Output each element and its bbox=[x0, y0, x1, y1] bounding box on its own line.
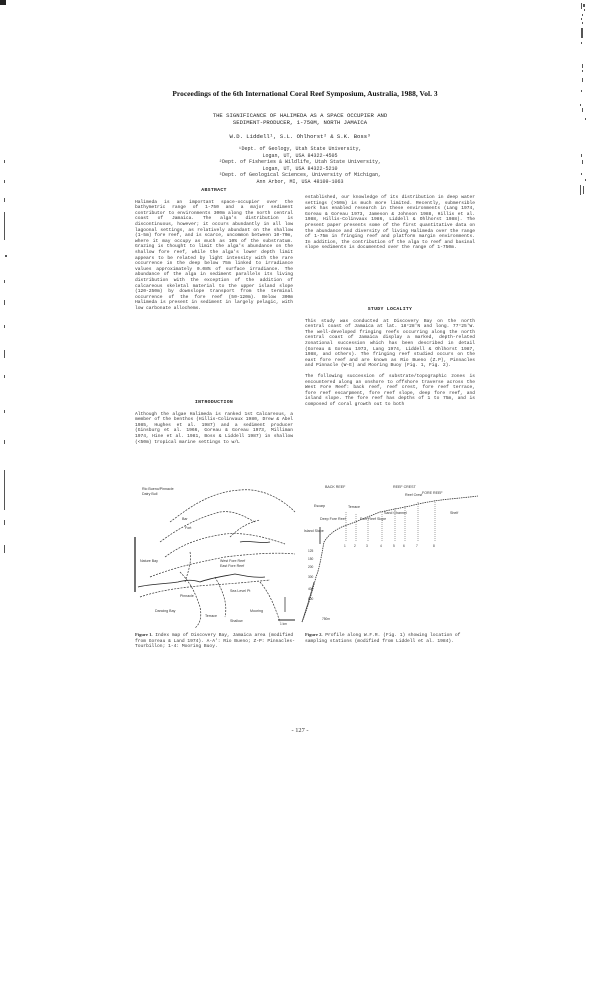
figure-1-label: Figure 1. bbox=[135, 632, 153, 637]
svg-text:600: 600 bbox=[308, 597, 314, 601]
affiliation-line: Logan, UT, USA 84322-4505 bbox=[262, 152, 338, 159]
introduction-section bbox=[135, 400, 293, 445]
figure-2-label: Figure 2. bbox=[305, 632, 323, 637]
svg-text:8: 8 bbox=[433, 544, 435, 548]
scan-corner-mark bbox=[0, 0, 6, 5]
map-label: Dairy Bull bbox=[142, 492, 158, 496]
map-label: Dancing Bay bbox=[155, 609, 176, 613]
figure-2-profile bbox=[300, 482, 480, 630]
running-head: Proceedings of the 6th International Coral Reef Symposium, Australia, 1988, Vol. 3 bbox=[172, 89, 438, 98]
svg-text:1 km: 1 km bbox=[280, 622, 287, 626]
map-label: Nature Bay bbox=[140, 559, 158, 563]
abstract-text: Halimeda is an important space-occupier over the bathymetric range of 1-750 and a major sediment contributor to environments 300m along the north central coast of Jamaica. The alga's distribution is discontinuous, however; it occurs abundantly in all low lagoonal settings, as relatively abundant on the shallow (1-5m) fore reef, and is scarce, uncommon between 10-70m, where it may occupy as much as 10% of the substratum. Grazing is thought to limit the alga's abundance on the shallow fore reef, while the alga's lower depth limit appears to be related by light intensity with the rare occurrence in the deep below 75m linked to irradiance values approximately 0.08% of surface irradiance. The abundance of the alga in sediment parallels its living distribution with the exception of the addition of calcareous skeletal material to the upper island slope (120-250m) by downslope transport from the terminal occurrence of the fore reef (50-120m). Below 300m Halimeda is present in sediment in largely pelagic, with low carbonate allochems. bbox=[135, 199, 293, 311]
map-label: Mooring bbox=[250, 609, 263, 613]
map-scale-bar bbox=[278, 597, 295, 626]
map-label: Fort bbox=[185, 526, 192, 530]
map-label: Bar bbox=[182, 517, 188, 521]
station-labels bbox=[344, 544, 435, 548]
map-label: Shallow bbox=[230, 619, 243, 623]
svg-text:7: 7 bbox=[416, 544, 418, 548]
svg-text:3: 3 bbox=[366, 544, 368, 548]
abstract-heading: ABSTRACT bbox=[201, 188, 227, 193]
study-locality-section bbox=[305, 307, 475, 408]
abstract-section bbox=[135, 188, 293, 311]
zone-label: BACK REEF bbox=[325, 485, 346, 489]
svg-text:750m: 750m bbox=[322, 617, 330, 621]
affiliation-line: Logan, UT, USA 84322-5210 bbox=[262, 165, 338, 172]
map-label: Rio Bueno/Pinnacle bbox=[142, 487, 174, 491]
svg-text:1: 1 bbox=[344, 544, 346, 548]
svg-text:4: 4 bbox=[380, 544, 382, 548]
svg-text:6: 6 bbox=[403, 544, 405, 548]
svg-text:125: 125 bbox=[308, 549, 314, 553]
zone-label: Reef Crest bbox=[405, 493, 423, 497]
figure-2-caption-text: Profile along W.F.R. (Fig. 1) showing location of sampling stations (modified from Liddell et al. 1984). bbox=[305, 633, 461, 644]
affiliation-line: ²Dept. of Fisheries & Wildlife, Utah State University, bbox=[218, 159, 382, 166]
map-drawing bbox=[130, 482, 300, 630]
map-label: East Fore Reef bbox=[220, 564, 245, 568]
affiliations bbox=[150, 146, 450, 186]
map-label: West Fore Reef bbox=[220, 559, 246, 563]
svg-text:400: 400 bbox=[308, 587, 314, 591]
map-label: Sea Level Pt bbox=[230, 589, 251, 593]
zone-label: Fore Reef Slope bbox=[360, 517, 387, 521]
zone-label: Shelf bbox=[450, 511, 459, 515]
svg-text:5: 5 bbox=[393, 544, 395, 548]
introduction-text: Although the algae Halimeda is ranked 1st Calcareous, a member of the benthos (Hillis-Colinvaux 1980, Drew & Abel 1985, Hughes et al. 1987) and a sediment producer (Ginsburg et al. 1966, Goreau & Goreau 1973, Milliman 1974, Hine et al. 1981, Boss & Liddell 1987) in shallow (<50m) tropical marine settings to w/L bbox=[135, 411, 293, 445]
page-number: - 127 - bbox=[291, 727, 309, 734]
zone-label: Terrace bbox=[348, 505, 360, 509]
profile-drawing bbox=[300, 482, 480, 630]
zone-label: Sand Channel bbox=[384, 511, 407, 515]
study-locality-p1: This study was conducted at Discovery Bay on the north central coast of Jamaica at lat. 18°28'N and long. 77°25'W. The well-developed fringing reefs occurring along the north central coast of Jamaica display a marked, depth-related zonational succession which has been described in detail (Goreau & Goreau 1973, Lang 1974, Liddell & Ohlhorst 1987, 1988, and others). The fringing reef studied occurs on the east fore reef and are known as Rio Bueno (Z.P), Pinnacles and Pinnacle (W-E) and Mooring Buoy (Fig. 1, Fig. 2). bbox=[305, 318, 475, 369]
svg-text:200: 200 bbox=[308, 565, 314, 569]
author-list: W.D. Liddell¹, S.L. Ohlhorst² & S.K. Boss³ bbox=[229, 133, 371, 140]
zone-label: Island Slope bbox=[304, 529, 324, 533]
affiliation-line: ¹Dept. of Geology, Utah State University, bbox=[238, 146, 362, 152]
scan-margin-artifacts-right bbox=[578, 0, 598, 200]
depth-labels bbox=[308, 549, 330, 621]
zone-label: Escarp bbox=[314, 504, 326, 508]
zone-label: REEF CREST bbox=[393, 485, 416, 489]
introduction-heading: INTRODUCTION bbox=[194, 400, 234, 405]
affiliation-line: Ann Arbor, MI, USA 48109-1063 bbox=[256, 178, 344, 185]
figure-1-map bbox=[130, 482, 300, 630]
figure-1-caption bbox=[135, 632, 295, 650]
title-line: SEDIMENT-PRODUCER, 1-750M, NORTH JAMAICA bbox=[232, 119, 368, 126]
study-locality-p2: The following succession of substrate/topographic zones is encountered along an onshore to offshore traverse across the West Fore Reef: back reef, reef crest, fore reef terrace, fore reef escarpment, fore reef slope, deep fore reef, and island slope. The fore reef has depths of 1 to 75m, and is composed of coral growth out to both bbox=[305, 373, 475, 407]
zone-label: Deep Fore Reef bbox=[320, 517, 346, 521]
map-label: Pinnacle bbox=[180, 594, 194, 598]
affiliation-line: ³Dept. of Geological Sciences, University of Michigan, bbox=[218, 172, 382, 179]
study-locality-heading: STUDY LOCALITY bbox=[367, 307, 413, 312]
title-line: THE SIGNIFICANCE OF HALIMEDA AS A SPACE OCCUPIER AND bbox=[212, 112, 388, 119]
intro-continuation-text: established, our knowledge of its distribution in deep water settings (>50m) is much more limited. Recently, submersible work has enabled research in these environments (Lang 1974, Goreau & Goreau 1973, Jameson & Johnson 1988, Hillis et al. 1988, Hillis-Colinvaux 1986, Liddell & Ohlhorst 1988). The present paper presents some of the first quantitative data on the abundance and diversity of living Halimeda over the range of 1-75m in fringing reef and platform margin environments. In addition, the contribution of the alga to reef and basinal slope sediments is documented over the range of 1-750m. bbox=[305, 195, 475, 251]
zone-label: FORE REEF bbox=[422, 491, 443, 495]
figure-1-caption-text: Index map of Discovery Bay, Jamaica area (modified from Goreau & Land 1974). A-A’: Rio Bueno; Z-P: Pinnacles-Tourbillon; 1-4: Mooring Buoy. bbox=[135, 633, 295, 650]
svg-text:300: 300 bbox=[308, 575, 314, 579]
intro-continuation bbox=[305, 195, 475, 251]
figure-2-caption bbox=[305, 632, 475, 644]
scan-margin-artifacts-left bbox=[2, 150, 8, 560]
map-label: Terrace bbox=[205, 614, 217, 618]
paper-title bbox=[150, 112, 450, 126]
svg-text:150: 150 bbox=[308, 557, 314, 561]
svg-text:2: 2 bbox=[354, 544, 356, 548]
